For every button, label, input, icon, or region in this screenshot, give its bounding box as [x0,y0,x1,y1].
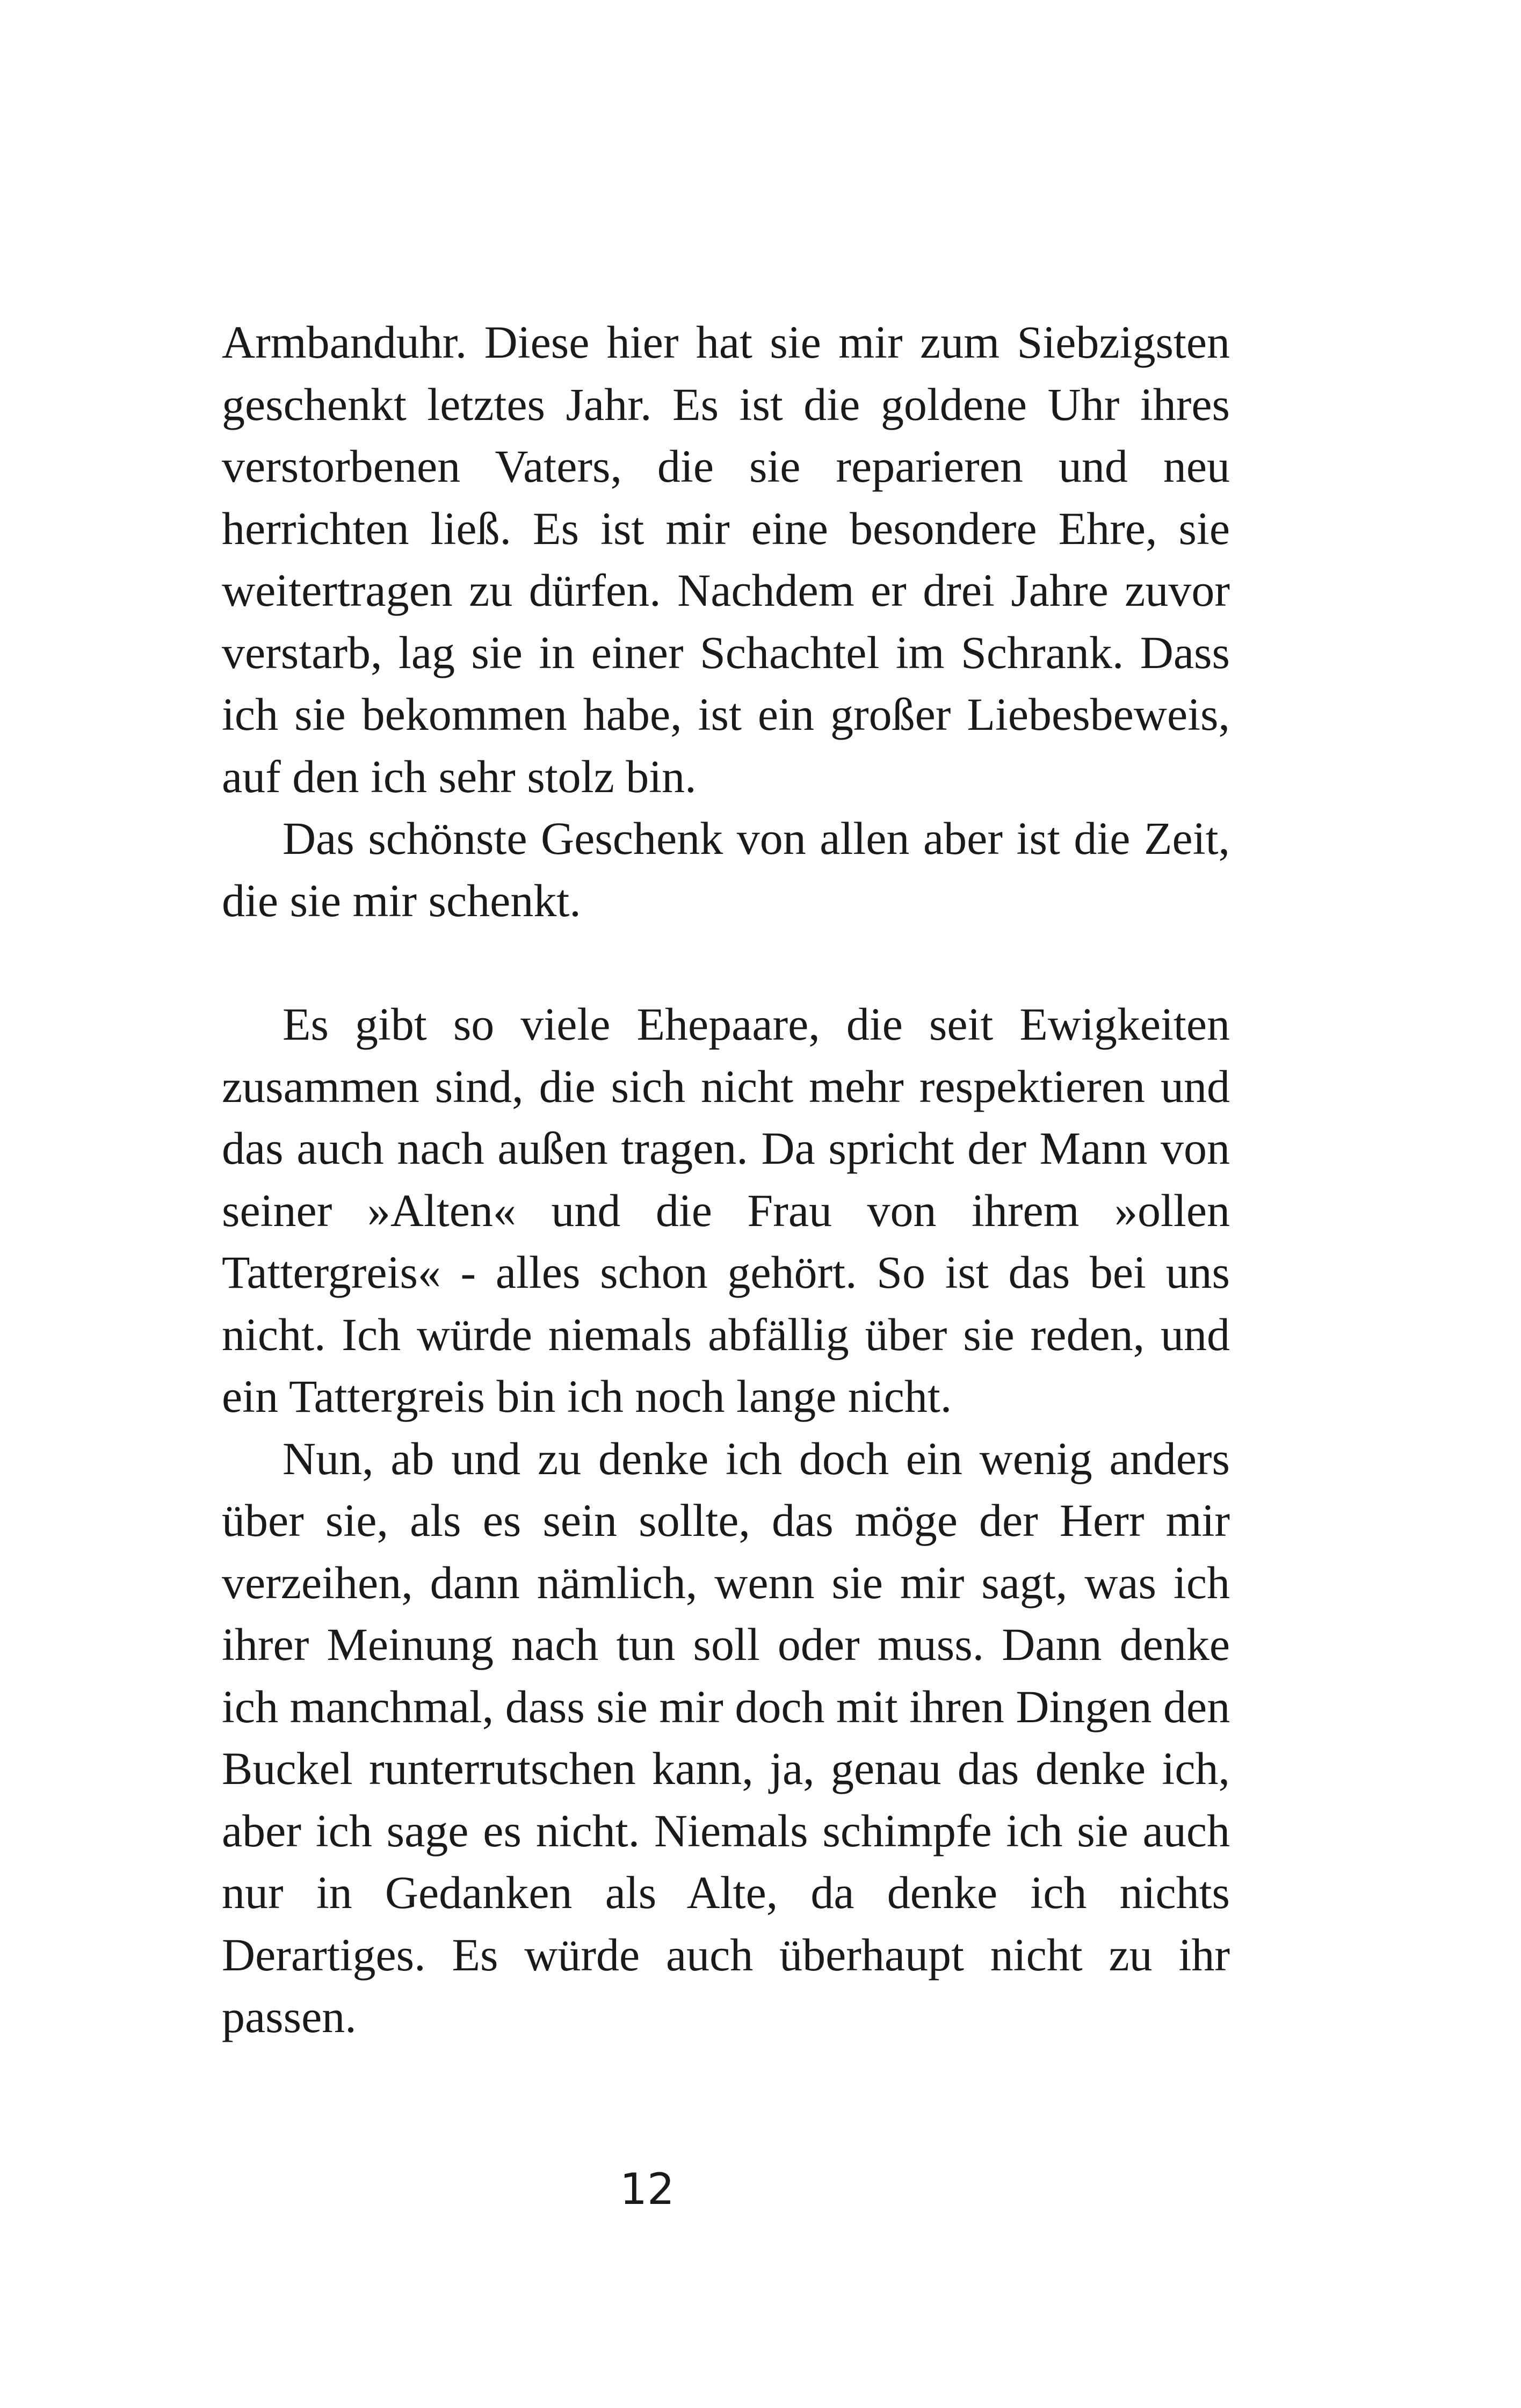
page-number: 12 [620,2164,675,2214]
text-line: ich sie bekommen habe, ist ein großer Liebesbeweis, [222,688,1230,740]
text-line: nur in Gedanken als Alte, da denke ich nichts [222,1867,1230,1918]
paragraph-thoughts [222,1428,1230,2048]
text-section-2 [222,993,1230,2048]
text-line: Es gibt so viele Ehepaare, die seit Ewigkeiten [283,998,1230,1050]
paragraph-gift [222,808,1230,932]
text-line: weitertragen zu dürfen. Nachdem er drei Jahre zuvor [222,564,1230,616]
text-line: seiner »Alten« und die Frau von ihrem »ollen [222,1184,1230,1236]
text-line: das auch nach außen tragen. Da spricht der Mann von [222,1122,1230,1174]
text-line: verzeihen, dann nämlich, wenn sie mir sagt, was ich [222,1556,1230,1608]
text-line: verstarb, lag sie in einer Schachtel im Schrank. Dass [222,626,1230,678]
text-line: Tattergreis« - alles schon gehört. So ist das bei uns [222,1246,1230,1298]
text-line: zusammen sind, die sich nicht mehr respektieren und [222,1060,1230,1112]
text-line: nicht. Ich würde niemals abfällig über sie reden, und [222,1308,1230,1360]
text-line: ein Tattergreis bin ich noch lange nicht. [222,1370,952,1422]
text-line: aber ich sage es nicht. Niemals schimpfe ich sie auch [222,1804,1230,1856]
text-line: Derartiges. Es würde auch überhaupt nicht zu ihr [222,1928,1230,1981]
text-line: geschenkt letztes Jahr. Es ist die goldene Uhr ihres [222,378,1230,430]
paragraph-watch [222,311,1230,808]
text-line: über sie, als es sein sollte, das möge der Herr mir [222,1495,1230,1546]
text-line: verstorbenen Vaters, die sie reparieren und neu [222,440,1230,492]
text-line: herrichten ließ. Es ist mir eine besondere Ehre, sie [222,502,1230,554]
text-line: die sie mir schenkt. [222,874,581,926]
text-line: Armbanduhr. Diese hier hat sie mir zum Siebzigsten [222,316,1230,368]
text-line: Nun, ab und zu denke ich doch ein wenig anders [283,1432,1230,1484]
text-line: Das schönste Geschenk von allen aber ist die Zeit, [283,813,1230,864]
text-line: ihrer Meinung nach tun soll oder muss. Dann denke [222,1619,1230,1670]
text-line: passen. [222,1991,357,2042]
text-section-1 [222,311,1230,932]
text-line: Buckel runterrutschen kann, ja, genau das denke ich, [222,1743,1230,1794]
paragraph-couples [222,993,1230,1428]
text-line: auf den ich sehr stolz bin. [222,750,697,802]
text-line: ich manchmal, dass sie mir doch mit ihren Dingen den [222,1680,1230,1732]
